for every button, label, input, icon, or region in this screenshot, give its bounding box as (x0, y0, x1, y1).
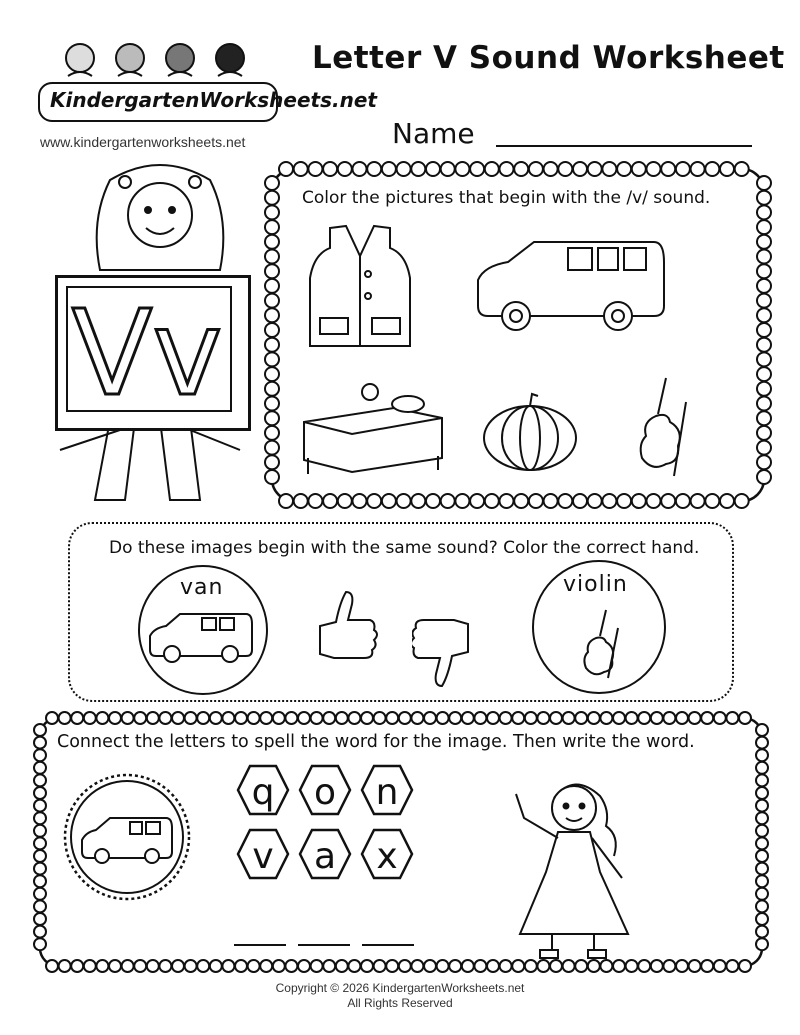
scallop-decoration (632, 162, 646, 176)
scallop-decoration (338, 162, 352, 176)
scallop-decoration (757, 441, 771, 455)
scallop-decoration (602, 162, 616, 176)
hex-letter-n[interactable] (362, 766, 412, 814)
scallop-decoration (222, 960, 234, 972)
scallop-decoration (573, 494, 587, 508)
scallop-decoration (485, 162, 499, 176)
scallop-decoration (265, 382, 279, 396)
scallop-decoration (361, 712, 373, 724)
scallop-decoration (222, 712, 234, 724)
scallop-decoration (676, 162, 690, 176)
scallop-decoration (726, 712, 738, 724)
scallop-decoration (273, 960, 285, 972)
hex-letter-v[interactable] (238, 830, 288, 878)
scallop-decoration (474, 960, 486, 972)
scallop-decoration (298, 960, 310, 972)
scallop-decoration (739, 960, 751, 972)
scallop-decoration (757, 308, 771, 322)
scallop-decoration (757, 352, 771, 366)
scallop-decoration (588, 162, 602, 176)
section3-instruction: Connect the letters to spell the word for the image. Then write the word. (57, 732, 695, 752)
scallop-decoration (122, 712, 134, 724)
scallop-decoration (185, 712, 197, 724)
letter-sign-vv (66, 286, 228, 408)
scallop-decoration (676, 960, 688, 972)
scallop-decoration (265, 279, 279, 293)
scallop-decoration (265, 308, 279, 322)
scallop-decoration (374, 712, 386, 724)
hex-letter-n-text: n (375, 772, 399, 813)
scallop-decoration (265, 205, 279, 219)
scallop-decoration (265, 264, 279, 278)
section1-instruction: Color the pictures that begin with the /v/ sound. (302, 188, 711, 208)
scallop-decoration (558, 494, 572, 508)
scallop-decoration (437, 712, 449, 724)
scallop-decoration (756, 774, 768, 786)
scallop-decoration (197, 712, 209, 724)
scallop-decoration (424, 960, 436, 972)
scallop-decoration (756, 724, 768, 736)
scallop-decoration (720, 162, 734, 176)
copyright-text: Copyright © 2026 KindergartenWorksheets.net (275, 981, 525, 995)
scallop-decoration (714, 712, 726, 724)
scallop-decoration (529, 494, 543, 508)
scallop-decoration (756, 825, 768, 837)
scallop-decoration (462, 960, 474, 972)
scallop-decoration (756, 762, 768, 774)
scallop-decoration (399, 712, 411, 724)
scallop-decoration (544, 162, 558, 176)
scallop-decoration (756, 938, 768, 950)
scallop-decoration (663, 960, 675, 972)
scallop-decoration (617, 162, 631, 176)
scallop-decoration (210, 960, 222, 972)
bed-picture[interactable] (298, 378, 448, 478)
write-blank-2[interactable] (298, 944, 350, 946)
scallop-decoration (757, 470, 771, 484)
scallop-decoration (399, 960, 411, 972)
scallop-decoration (756, 737, 768, 749)
name-label: Name (392, 117, 475, 150)
scallop-decoration (361, 960, 373, 972)
scallop-decoration (34, 837, 46, 849)
scallop-decoration (651, 960, 663, 972)
scallop-decoration (726, 960, 738, 972)
scallop-decoration (647, 494, 661, 508)
scallop-decoration (647, 162, 661, 176)
scallop-decoration (84, 960, 96, 972)
scallop-decoration (46, 712, 58, 724)
scallop-decoration (265, 441, 279, 455)
scallop-decoration (46, 960, 58, 972)
scallop-decoration (248, 960, 260, 972)
scallop-decoration (714, 960, 726, 972)
scallop-decoration (59, 712, 71, 724)
scallop-decoration (756, 888, 768, 900)
scallop-decoration (323, 162, 337, 176)
sign-letters: Vv (71, 286, 223, 408)
scallop-decoration (172, 960, 184, 972)
waving-girl-illustration (496, 768, 646, 964)
scallop-decoration (705, 162, 719, 176)
scallop-decoration (367, 494, 381, 508)
scallop-decoration (265, 455, 279, 469)
scallop-decoration (34, 875, 46, 887)
scallop-decoration (397, 494, 411, 508)
scallop-decoration (600, 712, 612, 724)
scallop-decoration (159, 712, 171, 724)
scallop-decoration (470, 162, 484, 176)
scallop-decoration (756, 787, 768, 799)
scallop-decoration (411, 494, 425, 508)
scallop-decoration (529, 162, 543, 176)
scallop-decoration (386, 712, 398, 724)
scallop-decoration (279, 162, 293, 176)
scallop-decoration (756, 800, 768, 812)
scallop-decoration (632, 494, 646, 508)
scallop-decoration (441, 494, 455, 508)
scallop-decoration (265, 176, 279, 190)
scallop-decoration (336, 712, 348, 724)
scallop-decoration (689, 712, 701, 724)
scallop-decoration (265, 426, 279, 440)
scallop-decoration (757, 382, 771, 396)
scallop-decoration (424, 712, 436, 724)
scallop-decoration (588, 712, 600, 724)
scallop-decoration (663, 712, 675, 724)
scallop-decoration (474, 712, 486, 724)
scallop-decoration (426, 494, 440, 508)
scallop-decoration (336, 960, 348, 972)
scallop-decoration (462, 712, 474, 724)
scallop-decoration (374, 960, 386, 972)
left-word-label: van (180, 575, 224, 600)
scallop-decoration (265, 367, 279, 381)
scallop-decoration (756, 875, 768, 887)
scallop-decoration (563, 712, 575, 724)
scallop-decoration (265, 352, 279, 366)
name-line (496, 145, 752, 147)
scallop-decoration (720, 494, 734, 508)
scallop-decoration (470, 494, 484, 508)
scallop-decoration (613, 712, 625, 724)
scallop-decoration (757, 397, 771, 411)
scallop-decoration (756, 913, 768, 925)
scallop-decoration (701, 960, 713, 972)
scallop-decoration (265, 397, 279, 411)
scallop-decoration (273, 712, 285, 724)
write-blank-3[interactable] (362, 944, 414, 946)
write-blank-1[interactable] (234, 944, 286, 946)
scallop-decoration (353, 162, 367, 176)
scallop-decoration (756, 926, 768, 938)
scallop-decoration (757, 176, 771, 190)
scallop-decoration (248, 712, 260, 724)
scallop-decoration (544, 494, 558, 508)
scallop-decoration (757, 411, 771, 425)
scallop-decoration (550, 712, 562, 724)
scallop-decoration (757, 250, 771, 264)
scallop-decoration (757, 220, 771, 234)
scallop-decoration (96, 712, 108, 724)
scallop-decoration (134, 960, 146, 972)
scallop-decoration (426, 162, 440, 176)
scallop-decoration (34, 737, 46, 749)
scallop-decoration (265, 220, 279, 234)
scallop-decoration (71, 960, 83, 972)
scallop-decoration (323, 494, 337, 508)
logo-kids-icon (40, 38, 280, 88)
scallop-decoration (311, 712, 323, 724)
scallop-decoration (573, 162, 587, 176)
scallop-decoration (285, 712, 297, 724)
scallop-decoration (757, 191, 771, 205)
scallop-decoration (638, 712, 650, 724)
scallop-decoration (525, 712, 537, 724)
scallop-decoration (455, 494, 469, 508)
hex-letter-x[interactable] (362, 830, 412, 878)
scallop-decoration (59, 960, 71, 972)
scallop-decoration (756, 900, 768, 912)
scallop-decoration (485, 494, 499, 508)
scallop-decoration (575, 712, 587, 724)
scallop-decoration (701, 712, 713, 724)
scallop-decoration (756, 749, 768, 761)
scallop-decoration (353, 494, 367, 508)
scallop-decoration (265, 250, 279, 264)
scallop-decoration (437, 960, 449, 972)
scallop-decoration (147, 960, 159, 972)
thumbs-down-icon[interactable] (412, 606, 476, 690)
scallop-decoration (500, 494, 514, 508)
hex-letter-q-text: q (251, 772, 275, 813)
scallop-decoration (689, 960, 701, 972)
scallop-decoration (311, 960, 323, 972)
scallop-decoration (34, 724, 46, 736)
scallop-decoration (756, 837, 768, 849)
scallop-decoration (34, 850, 46, 862)
scallop-decoration (676, 494, 690, 508)
scallop-decoration (514, 162, 528, 176)
scallop-decoration (265, 470, 279, 484)
scallop-decoration (265, 191, 279, 205)
scallop-decoration (265, 411, 279, 425)
scallop-decoration (588, 494, 602, 508)
scallop-decoration (34, 900, 46, 912)
vest-picture[interactable] (308, 222, 412, 352)
scallop-decoration (260, 712, 272, 724)
scallop-decoration (691, 162, 705, 176)
scallop-decoration (109, 960, 121, 972)
scallop-decoration (172, 712, 184, 724)
scallop-decoration (348, 960, 360, 972)
scallop-decoration (308, 162, 322, 176)
van-badge (58, 768, 196, 906)
scallop-decoration (235, 960, 247, 972)
scallop-decoration (455, 162, 469, 176)
section2-instruction: Do these images begin with the same sound? Color the correct hand. (109, 538, 700, 558)
scallop-decoration (512, 712, 524, 724)
scallop-decoration (514, 494, 528, 508)
scallop-decoration (159, 960, 171, 972)
scallop-decoration (756, 863, 768, 875)
scallop-decoration (756, 812, 768, 824)
scallop-decoration (500, 712, 512, 724)
scallop-decoration (756, 850, 768, 862)
scallop-decoration (449, 712, 461, 724)
hex-letter-a[interactable] (300, 830, 350, 878)
scallop-decoration (265, 323, 279, 337)
scallop-decoration (757, 323, 771, 337)
hex-letter-x-text: x (376, 836, 398, 877)
scallop-decoration (134, 712, 146, 724)
right-word-label: violin (563, 572, 628, 597)
scallop-decoration (757, 338, 771, 352)
scallop-decoration (661, 162, 675, 176)
scallop-decoration (735, 162, 749, 176)
van-picture[interactable] (468, 236, 668, 336)
scallop-decoration (265, 235, 279, 249)
scallop-decoration (537, 712, 549, 724)
scallop-decoration (265, 338, 279, 352)
van-small-icon (146, 610, 258, 666)
scallop-decoration (757, 264, 771, 278)
scallop-decoration (34, 825, 46, 837)
hex-letter-o[interactable] (300, 766, 350, 814)
scallop-decoration (757, 294, 771, 308)
scallop-decoration (757, 426, 771, 440)
scallop-decoration (558, 162, 572, 176)
violin-small-icon (572, 606, 626, 682)
scallop-decoration (294, 494, 308, 508)
scallop-decoration (294, 162, 308, 176)
scallop-decoration (260, 960, 272, 972)
rights-text: All Rights Reserved (347, 996, 453, 1010)
scallop-decoration (34, 774, 46, 786)
violin-picture[interactable] (626, 372, 696, 478)
scallop-decoration (34, 888, 46, 900)
scallop-decoration (735, 494, 749, 508)
scallop-decoration (500, 162, 514, 176)
scallop-decoration (411, 162, 425, 176)
scallop-decoration (34, 800, 46, 812)
scallop-decoration (71, 712, 83, 724)
scallop-decoration (691, 494, 705, 508)
scallop-decoration (285, 960, 297, 972)
scallop-decoration (323, 712, 335, 724)
scallop-decoration (34, 926, 46, 938)
scallop-decoration (757, 235, 771, 249)
scallop-decoration (338, 494, 352, 508)
scallop-decoration (84, 712, 96, 724)
scallop-decoration (235, 712, 247, 724)
scallop-decoration (109, 712, 121, 724)
scallop-decoration (34, 913, 46, 925)
scallop-decoration (487, 712, 499, 724)
scallop-decoration (449, 960, 461, 972)
scallop-decoration (626, 712, 638, 724)
scallop-decoration (34, 812, 46, 824)
scallop-decoration (34, 863, 46, 875)
scallop-decoration (147, 712, 159, 724)
scallop-decoration (382, 494, 396, 508)
scallop-decoration (757, 455, 771, 469)
scallop-decoration (265, 294, 279, 308)
logo-text: KindergartenWorksheets.net (50, 88, 377, 112)
letter-hexagons (224, 760, 424, 900)
pumpkin-picture[interactable] (480, 392, 580, 474)
scallop-decoration (617, 494, 631, 508)
scallop-decoration (210, 712, 222, 724)
page-title: Letter V Sound Worksheet (312, 40, 785, 76)
scallop-decoration (34, 787, 46, 799)
scallop-decoration (757, 279, 771, 293)
scallop-decoration (651, 712, 663, 724)
scallop-decoration (382, 162, 396, 176)
scallop-decoration (323, 960, 335, 972)
website-url: www.kindergartenworksheets.net (40, 134, 246, 150)
scallop-decoration (348, 712, 360, 724)
scallop-decoration (367, 162, 381, 176)
scallop-decoration (739, 712, 751, 724)
scallop-decoration (34, 938, 46, 950)
scallop-decoration (298, 712, 310, 724)
scallop-decoration (34, 762, 46, 774)
scallop-decoration (308, 494, 322, 508)
scallop-decoration (185, 960, 197, 972)
hex-letter-a-text: a (313, 836, 337, 877)
hex-letter-v-text: v (252, 836, 274, 877)
scallop-decoration (411, 960, 423, 972)
scallop-decoration (705, 494, 719, 508)
hex-letter-o-text: o (313, 772, 337, 813)
scallop-decoration (122, 960, 134, 972)
hex-letter-q[interactable] (238, 766, 288, 814)
scallop-decoration (441, 162, 455, 176)
thumbs-up-icon[interactable] (318, 588, 378, 672)
scallop-decoration (602, 494, 616, 508)
scallop-decoration (661, 494, 675, 508)
scallop-decoration (96, 960, 108, 972)
scallop-decoration (676, 712, 688, 724)
scallop-decoration (411, 712, 423, 724)
scallop-decoration (757, 367, 771, 381)
scallop-decoration (397, 162, 411, 176)
scallop-decoration (34, 749, 46, 761)
scallop-decoration (197, 960, 209, 972)
scallop-decoration (386, 960, 398, 972)
scallop-decoration (757, 205, 771, 219)
scallop-decoration (279, 494, 293, 508)
